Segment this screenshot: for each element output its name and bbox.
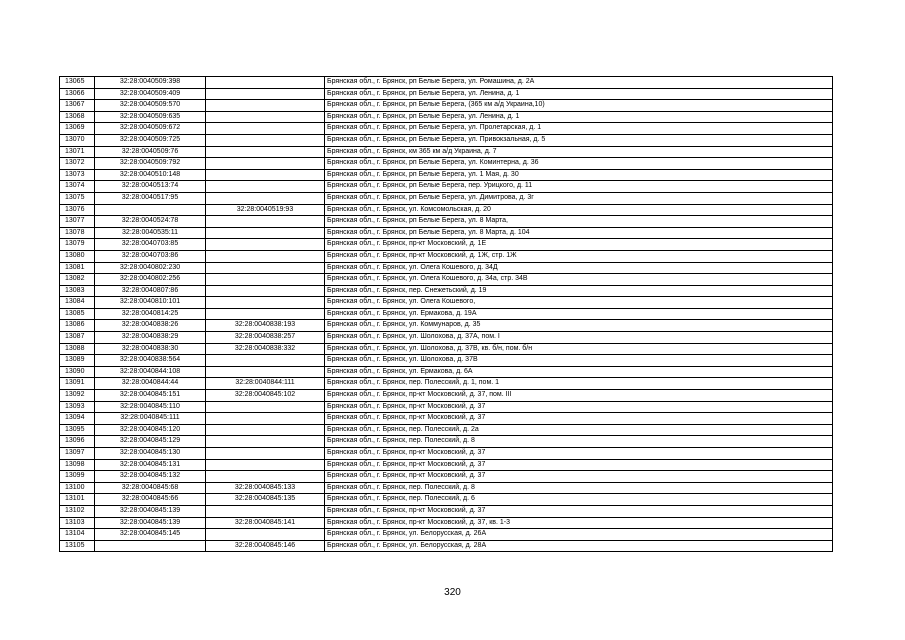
- related-cadastral-number-cell: [206, 262, 325, 274]
- table-row: [60, 169, 833, 181]
- table-row: [60, 192, 833, 204]
- row-number-cell: 13103: [60, 517, 95, 529]
- row-number-cell: 13094: [60, 413, 95, 425]
- cadastral-number-cell: 32:28:0040845:129: [95, 436, 206, 448]
- table-row: [60, 262, 833, 274]
- address-cell: Брянская обл., г. Брянск, ул. Олега Кошевого, д. 34а, стр. 34В: [325, 274, 833, 286]
- related-cadastral-number-cell: [206, 355, 325, 367]
- related-cadastral-number-cell: [206, 471, 325, 483]
- row-number-cell: 13076: [60, 204, 95, 216]
- table-row: [60, 227, 833, 239]
- address-cell: Брянская обл., г. Брянск, пер. Полесский, д. 8: [325, 482, 833, 494]
- table-row: [60, 216, 833, 228]
- address-cell: Брянская обл., г. Брянск, ул. Олега Кошевого,: [325, 297, 833, 309]
- cadastral-number-cell: 32:28:0040517:95: [95, 192, 206, 204]
- related-cadastral-number-cell: 32:28:0040845:146: [206, 540, 325, 552]
- cadastral-number-cell: 32:28:0040535:11: [95, 227, 206, 239]
- address-cell: Брянская обл., г. Брянск, пер. Полесский, д. 6: [325, 494, 833, 506]
- table-row: [60, 285, 833, 297]
- table-row: [60, 77, 833, 89]
- table-row: [60, 482, 833, 494]
- table-row: [60, 517, 833, 529]
- address-cell: Брянская обл., г. Брянск, рп Белые Берега, ул. Коминтерна, д. 36: [325, 158, 833, 170]
- cadastral-number-cell: 32:28:0040814:25: [95, 308, 206, 320]
- address-cell: Брянская обл., г. Брянск, ул. Белорусская, д. 26А: [325, 529, 833, 541]
- address-cell: Брянская обл., г. Брянск, ул. Шолохова, д. 37В: [325, 355, 833, 367]
- address-cell: Брянская обл., г. Брянск, пр-кт Московский, д. 37: [325, 471, 833, 483]
- row-number-cell: 13069: [60, 123, 95, 135]
- related-cadastral-number-cell: 32:28:0040838:193: [206, 320, 325, 332]
- related-cadastral-number-cell: [206, 158, 325, 170]
- table-row: [60, 204, 833, 216]
- cadastral-number-cell: 32:28:0040845:110: [95, 401, 206, 413]
- related-cadastral-number-cell: [206, 181, 325, 193]
- row-number-cell: 13084: [60, 297, 95, 309]
- cadastral-number-cell: 32:28:0040845:66: [95, 494, 206, 506]
- row-number-cell: 13086: [60, 320, 95, 332]
- related-cadastral-number-cell: [206, 366, 325, 378]
- related-cadastral-number-cell: 32:28:0040845:141: [206, 517, 325, 529]
- cadastral-number-cell: 32:28:0040838:29: [95, 332, 206, 344]
- table-row: [60, 366, 833, 378]
- address-cell: Брянская обл., г. Брянск, рп Белые Берега, ул. Привокзальная, д. 5: [325, 134, 833, 146]
- table-row: [60, 239, 833, 251]
- cadastral-number-cell: 32:28:0040845:120: [95, 424, 206, 436]
- related-cadastral-number-cell: 32:28:0040519:93: [206, 204, 325, 216]
- related-cadastral-number-cell: [206, 216, 325, 228]
- address-cell: Брянская обл., г. Брянск, рп Белые Берега, пер. Урицкого, д. 11: [325, 181, 833, 193]
- cadastral-number-cell: 32:28:0040509:398: [95, 77, 206, 89]
- property-table: [59, 76, 833, 552]
- related-cadastral-number-cell: [206, 529, 325, 541]
- address-cell: Брянская обл., г. Брянск, пр-кт Московский, д. 1Е: [325, 239, 833, 251]
- row-number-cell: 13068: [60, 111, 95, 123]
- row-number-cell: 13071: [60, 146, 95, 158]
- address-cell: Брянская обл., г. Брянск, рп Белые Берега, ул. Ленина, д. 1: [325, 111, 833, 123]
- address-cell: Брянская обл., г. Брянск, ул. Олега Кошевого, д. 34Д: [325, 262, 833, 274]
- cadastral-number-cell: 32:28:0040509:792: [95, 158, 206, 170]
- address-cell: Брянская обл., г. Брянск, рп Белые Берега, (365 км а/д Украина,10): [325, 100, 833, 112]
- related-cadastral-number-cell: [206, 111, 325, 123]
- row-number-cell: 13072: [60, 158, 95, 170]
- row-number-cell: 13101: [60, 494, 95, 506]
- row-number-cell: 13099: [60, 471, 95, 483]
- table-row: [60, 297, 833, 309]
- row-number-cell: 13066: [60, 88, 95, 100]
- table-row: [60, 540, 833, 552]
- address-cell: Брянская обл., г. Брянск, ул. Ермакова, д. 19А: [325, 308, 833, 320]
- cadastral-number-cell: 32:28:0040845:130: [95, 448, 206, 460]
- table-row: [60, 390, 833, 402]
- row-number-cell: 13074: [60, 181, 95, 193]
- related-cadastral-number-cell: [206, 227, 325, 239]
- row-number-cell: 13087: [60, 332, 95, 344]
- address-cell: Брянская обл., г. Брянск, пр-кт Московский, д. 37, пом. III: [325, 390, 833, 402]
- row-number-cell: 13078: [60, 227, 95, 239]
- cadastral-number-cell: 32:28:0040807:86: [95, 285, 206, 297]
- row-number-cell: 13077: [60, 216, 95, 228]
- related-cadastral-number-cell: [206, 250, 325, 262]
- related-cadastral-number-cell: [206, 169, 325, 181]
- cadastral-number-cell: 32:28:0040845:68: [95, 482, 206, 494]
- cadastral-number-cell: 32:28:0040845:132: [95, 471, 206, 483]
- cadastral-number-cell: 32:28:0040845:131: [95, 459, 206, 471]
- related-cadastral-number-cell: [206, 192, 325, 204]
- related-cadastral-number-cell: [206, 123, 325, 135]
- related-cadastral-number-cell: 32:28:0040844:111: [206, 378, 325, 390]
- address-cell: Брянская обл., г. Брянск, ул. Шолохова, д. 37В, кв. б/н, пом. б/н: [325, 343, 833, 355]
- row-number-cell: 13097: [60, 448, 95, 460]
- table-row: [60, 250, 833, 262]
- address-cell: Брянская обл., г. Брянск, пр-кт Московский, д. 37: [325, 448, 833, 460]
- related-cadastral-number-cell: [206, 436, 325, 448]
- row-number-cell: 13090: [60, 366, 95, 378]
- table-row: [60, 529, 833, 541]
- related-cadastral-number-cell: [206, 297, 325, 309]
- address-cell: Брянская обл., г. Брянск, рп Белые Берега, ул. 1 Мая, д. 30: [325, 169, 833, 181]
- row-number-cell: 13102: [60, 505, 95, 517]
- page-number: 320: [444, 587, 461, 598]
- row-number-cell: 13080: [60, 250, 95, 262]
- cadastral-number-cell: 32:28:0040845:151: [95, 390, 206, 402]
- table-row: [60, 308, 833, 320]
- address-cell: Брянская обл., г. Брянск, пер. Полесский, д. 1, пом. 1: [325, 378, 833, 390]
- address-cell: Брянская обл., г. Брянск, пр-кт Московский, д. 37: [325, 459, 833, 471]
- address-cell: Брянская обл., г. Брянск, пр-кт Московский, д. 37: [325, 505, 833, 517]
- table-row: [60, 111, 833, 123]
- table-row: [60, 401, 833, 413]
- related-cadastral-number-cell: 32:28:0040845:102: [206, 390, 325, 402]
- table-row: [60, 158, 833, 170]
- cadastral-number-cell: 32:28:0040845:111: [95, 413, 206, 425]
- cadastral-number-cell: 32:28:0040845:139: [95, 517, 206, 529]
- table-row: [60, 146, 833, 158]
- related-cadastral-number-cell: [206, 413, 325, 425]
- table-row: [60, 134, 833, 146]
- row-number-cell: 13105: [60, 540, 95, 552]
- address-cell: Брянская обл., г. Брянск, ул. Шолохова, д. 37А, пом. I: [325, 332, 833, 344]
- cadastral-number-cell: 32:28:0040509:570: [95, 100, 206, 112]
- related-cadastral-number-cell: [206, 88, 325, 100]
- address-cell: Брянская обл., г. Брянск, рп Белые Берега, ул. Ленина, д. 1: [325, 88, 833, 100]
- table-row: [60, 320, 833, 332]
- cadastral-number-cell: 32:28:0040513:74: [95, 181, 206, 193]
- row-number-cell: 13067: [60, 100, 95, 112]
- cadastral-number-cell: [95, 204, 206, 216]
- cadastral-number-cell: 32:28:0040703:86: [95, 250, 206, 262]
- row-number-cell: 13104: [60, 529, 95, 541]
- address-cell: Брянская обл., г. Брянск, пер. Снежетьский, д. 19: [325, 285, 833, 297]
- address-cell: Брянская обл., г. Брянск, пр-кт Московский, д. 37, кв. 1-3: [325, 517, 833, 529]
- table-row: [60, 123, 833, 135]
- cadastral-number-cell: 32:28:0040509:725: [95, 134, 206, 146]
- table-row: [60, 100, 833, 112]
- cadastral-number-cell: 32:28:0040838:30: [95, 343, 206, 355]
- related-cadastral-number-cell: [206, 100, 325, 112]
- related-cadastral-number-cell: 32:28:0040845:135: [206, 494, 325, 506]
- cadastral-number-cell: 32:28:0040838:564: [95, 355, 206, 367]
- row-number-cell: 13089: [60, 355, 95, 367]
- cadastral-number-cell: 32:28:0040845:145: [95, 529, 206, 541]
- cadastral-number-cell: 32:28:0040510:148: [95, 169, 206, 181]
- related-cadastral-number-cell: [206, 77, 325, 89]
- address-cell: Брянская обл., г. Брянск, км 365 км а/д Украина, д. 7: [325, 146, 833, 158]
- row-number-cell: 13091: [60, 378, 95, 390]
- row-number-cell: 13096: [60, 436, 95, 448]
- cadastral-number-cell: 32:28:0040524:78: [95, 216, 206, 228]
- address-cell: Брянская обл., г. Брянск, пр-кт Московский, д. 1Ж, стр. 1Ж: [325, 250, 833, 262]
- address-cell: Брянская обл., г. Брянск, рп Белые Берега, ул. Пролетарская, д. 1: [325, 123, 833, 135]
- cadastral-number-cell: 32:28:0040844:108: [95, 366, 206, 378]
- related-cadastral-number-cell: [206, 134, 325, 146]
- address-cell: Брянская обл., г. Брянск, ул. Белорусская, д. 28А: [325, 540, 833, 552]
- cadastral-number-cell: 32:28:0040509:635: [95, 111, 206, 123]
- table-row: [60, 436, 833, 448]
- related-cadastral-number-cell: [206, 448, 325, 460]
- table-row: [60, 413, 833, 425]
- address-cell: Брянская обл., г. Брянск, ул. Комсомольская, д. 20: [325, 204, 833, 216]
- row-number-cell: 13075: [60, 192, 95, 204]
- row-number-cell: 13073: [60, 169, 95, 181]
- table-row: [60, 424, 833, 436]
- cadastral-number-cell: 32:28:0040844:44: [95, 378, 206, 390]
- cadastral-number-cell: 32:28:0040509:409: [95, 88, 206, 100]
- table-row: [60, 471, 833, 483]
- related-cadastral-number-cell: [206, 285, 325, 297]
- cadastral-number-cell: 32:28:0040509:672: [95, 123, 206, 135]
- table-row: [60, 88, 833, 100]
- address-cell: Брянская обл., г. Брянск, рп Белые Берега, ул. 8 Марта,: [325, 216, 833, 228]
- cadastral-number-cell: 32:28:0040845:139: [95, 505, 206, 517]
- related-cadastral-number-cell: [206, 505, 325, 517]
- table-row: [60, 505, 833, 517]
- table-row: [60, 459, 833, 471]
- table-row: [60, 343, 833, 355]
- row-number-cell: 13079: [60, 239, 95, 251]
- cadastral-number-cell: 32:28:0040703:85: [95, 239, 206, 251]
- related-cadastral-number-cell: 32:28:0040838:332: [206, 343, 325, 355]
- related-cadastral-number-cell: 32:28:0040845:133: [206, 482, 325, 494]
- table-row: [60, 332, 833, 344]
- related-cadastral-number-cell: [206, 274, 325, 286]
- row-number-cell: 13092: [60, 390, 95, 402]
- related-cadastral-number-cell: [206, 401, 325, 413]
- cadastral-number-cell: [95, 540, 206, 552]
- address-cell: Брянская обл., г. Брянск, рп Белые Берега, ул. 8 Марта, д. 104: [325, 227, 833, 239]
- table-row: [60, 448, 833, 460]
- row-number-cell: 13100: [60, 482, 95, 494]
- row-number-cell: 13083: [60, 285, 95, 297]
- cadastral-number-cell: 32:28:0040802:230: [95, 262, 206, 274]
- row-number-cell: 13093: [60, 401, 95, 413]
- address-cell: Брянская обл., г. Брянск, пер. Полесский, д. 8: [325, 436, 833, 448]
- cadastral-number-cell: 32:28:0040802:256: [95, 274, 206, 286]
- cadastral-number-cell: 32:28:0040838:26: [95, 320, 206, 332]
- related-cadastral-number-cell: 32:28:0040838:257: [206, 332, 325, 344]
- row-number-cell: 13082: [60, 274, 95, 286]
- table-row: [60, 355, 833, 367]
- row-number-cell: 13085: [60, 308, 95, 320]
- related-cadastral-number-cell: [206, 459, 325, 471]
- row-number-cell: 13098: [60, 459, 95, 471]
- related-cadastral-number-cell: [206, 146, 325, 158]
- row-number-cell: 13095: [60, 424, 95, 436]
- table-row: [60, 378, 833, 390]
- address-cell: Брянская обл., г. Брянск, ул. Коммунаров, д. 35: [325, 320, 833, 332]
- row-number-cell: 13088: [60, 343, 95, 355]
- cadastral-number-cell: 32:28:0040509:76: [95, 146, 206, 158]
- related-cadastral-number-cell: [206, 424, 325, 436]
- address-cell: Брянская обл., г. Брянск, пр-кт Московский, д. 37: [325, 413, 833, 425]
- related-cadastral-number-cell: [206, 308, 325, 320]
- cadastral-number-cell: 32:28:0040810:101: [95, 297, 206, 309]
- table-row: [60, 274, 833, 286]
- row-number-cell: 13081: [60, 262, 95, 274]
- row-number-cell: 13070: [60, 134, 95, 146]
- table-row: [60, 181, 833, 193]
- table-row: [60, 494, 833, 506]
- address-cell: Брянская обл., г. Брянск, пр-кт Московский, д. 37: [325, 401, 833, 413]
- related-cadastral-number-cell: [206, 239, 325, 251]
- address-cell: Брянская обл., г. Брянск, пер. Полесский, д. 2а: [325, 424, 833, 436]
- property-table-body: [60, 77, 833, 552]
- row-number-cell: 13065: [60, 77, 95, 89]
- address-cell: Брянская обл., г. Брянск, рп Белые Берега, ул. Ромашина, д. 2А: [325, 77, 833, 89]
- address-cell: Брянская обл., г. Брянск, ул. Ермакова, д. 6А: [325, 366, 833, 378]
- address-cell: Брянская обл., г. Брянск, рп Белые Берега, ул. Димитрова, д. 3г: [325, 192, 833, 204]
